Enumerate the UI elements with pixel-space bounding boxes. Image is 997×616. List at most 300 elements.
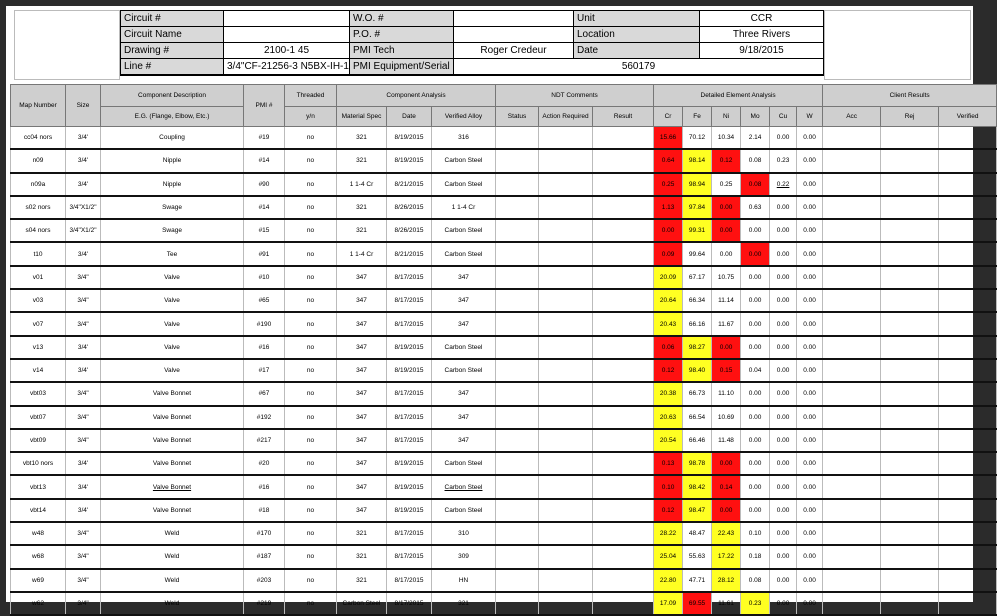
cell-status[interactable] [496, 406, 539, 429]
table-row[interactable] [11, 499, 997, 522]
cell-date: 8/21/2015 [387, 242, 432, 265]
cell-rej[interactable] [881, 219, 939, 242]
cell-result[interactable] [593, 266, 654, 289]
cell-date: 8/17/2015 [387, 289, 432, 312]
logo-left-placeholder [14, 10, 120, 80]
cell-threaded: no [285, 196, 337, 219]
cell-acc[interactable] [823, 475, 881, 498]
cell-cr: 15.66 [654, 127, 683, 150]
cell-action-required[interactable] [539, 545, 593, 568]
cell-status[interactable] [496, 592, 539, 615]
cell-mo: 2.14 [741, 127, 770, 150]
cell-result[interactable] [593, 382, 654, 405]
cell-rej[interactable] [881, 475, 939, 498]
cell-size: 3/4" [66, 569, 101, 592]
cell-size: 3/4" [66, 545, 101, 568]
cell-description: Weld [101, 545, 244, 568]
cell-material-spec: 321 [337, 545, 387, 568]
cell-rej[interactable] [881, 196, 939, 219]
cell-fe: 98.14 [683, 149, 712, 172]
cell-map-number[interactable]: w62 [11, 592, 66, 615]
cell-map-number[interactable]: w68 [11, 545, 66, 568]
cell-result[interactable] [593, 406, 654, 429]
cell-result[interactable] [593, 242, 654, 265]
cell-acc[interactable] [823, 592, 881, 615]
cell-description: Valve Bonnet [101, 406, 244, 429]
cell-verified-alloy: Carbon Steel [432, 242, 496, 265]
cell-material-spec: 347 [337, 312, 387, 335]
cell-acc[interactable] [823, 219, 881, 242]
cell-size: 3/4' [66, 173, 101, 196]
cell-map-number[interactable]: v03 [11, 289, 66, 312]
cell-result[interactable] [593, 545, 654, 568]
col-size: Size [66, 85, 101, 127]
cell-cr: 0.64 [654, 149, 683, 172]
cell-action-required[interactable] [539, 242, 593, 265]
cell-action-required[interactable] [539, 382, 593, 405]
cell-rej[interactable] [881, 149, 939, 172]
cell-result[interactable] [593, 127, 654, 150]
cell-description: Valve [101, 312, 244, 335]
equipment-value[interactable]: 560179 [454, 59, 824, 76]
cell-cu: 0.00 [770, 196, 797, 219]
cell-result[interactable] [593, 522, 654, 545]
cell-size: 3/4" [66, 406, 101, 429]
cell-threaded: no [285, 173, 337, 196]
cell-map-number[interactable]: w48 [11, 522, 66, 545]
cell-action-required[interactable] [539, 359, 593, 382]
cell-status[interactable] [496, 359, 539, 382]
cell-date: 8/19/2015 [387, 149, 432, 172]
cell-ni: 0.00 [712, 242, 741, 265]
table-row[interactable] [11, 522, 997, 545]
cell-rej[interactable] [881, 336, 939, 359]
cell-status[interactable] [496, 545, 539, 568]
cell-rej[interactable] [881, 429, 939, 452]
cell-material-spec: 321 [337, 569, 387, 592]
cell-threaded: no [285, 336, 337, 359]
cell-cu: 0.00 [770, 592, 797, 615]
cell-verified[interactable] [939, 289, 997, 312]
cell-description: Valve Bonnet [101, 452, 244, 475]
cell-verified[interactable] [939, 569, 997, 592]
cell-action-required[interactable] [539, 499, 593, 522]
cell-result[interactable] [593, 569, 654, 592]
cell-pmi: #190 [244, 312, 285, 335]
cell-status[interactable] [496, 219, 539, 242]
cell-verified[interactable] [939, 359, 997, 382]
table-row[interactable] [11, 475, 997, 498]
cell-size: 3/4" [66, 312, 101, 335]
cell-status[interactable] [496, 242, 539, 265]
cell-threaded: no [285, 452, 337, 475]
cell-rej[interactable] [881, 522, 939, 545]
cell-date: 8/17/2015 [387, 429, 432, 452]
cell-ni: 0.00 [712, 196, 741, 219]
table-row[interactable] [11, 242, 997, 265]
cell-date: 8/21/2015 [387, 173, 432, 196]
drawing-value[interactable]: 2100-1 45 [224, 43, 350, 59]
cell-fe: 66.73 [683, 382, 712, 405]
cell-cr: 20.09 [654, 266, 683, 289]
cell-mo: 0.08 [741, 173, 770, 196]
cell-action-required[interactable] [539, 475, 593, 498]
cell-action-required[interactable] [539, 569, 593, 592]
cell-cr: 22.80 [654, 569, 683, 592]
cell-verified-alloy: HN [432, 569, 496, 592]
col-fe: Fe [683, 107, 712, 127]
cell-status[interactable] [496, 499, 539, 522]
cell-description: Valve Bonnet [101, 499, 244, 522]
cell-material-spec: 347 [337, 499, 387, 522]
cell-acc[interactable] [823, 196, 881, 219]
cell-status[interactable] [496, 289, 539, 312]
cell-date: 8/17/2015 [387, 382, 432, 405]
group-ndt-comments: NDT Comments [496, 85, 654, 107]
cell-verified[interactable] [939, 242, 997, 265]
cell-acc[interactable] [823, 242, 881, 265]
cell-pmi: #20 [244, 452, 285, 475]
cell-status[interactable] [496, 382, 539, 405]
po-value[interactable] [454, 27, 574, 43]
cell-verified[interactable] [939, 312, 997, 335]
cell-cr: 25.04 [654, 545, 683, 568]
date-label: Date [574, 43, 700, 59]
cell-action-required[interactable] [539, 336, 593, 359]
cell-pmi: #14 [244, 149, 285, 172]
cell-rej[interactable] [881, 359, 939, 382]
wo-value[interactable] [454, 11, 574, 27]
cell-w: 0.00 [797, 406, 823, 429]
cell-cu: 0.00 [770, 289, 797, 312]
cell-acc[interactable] [823, 312, 881, 335]
cell-action-required[interactable] [539, 406, 593, 429]
cell-verified[interactable] [939, 406, 997, 429]
cell-verified-alloy: 310 [432, 522, 496, 545]
table-row[interactable] [11, 266, 997, 289]
cell-threaded: no [285, 569, 337, 592]
col-verified: Verified [939, 107, 997, 127]
cell-w: 0.00 [797, 499, 823, 522]
unit-value[interactable]: CCR [700, 11, 824, 27]
cell-map-number[interactable]: cc04 nors [11, 127, 66, 150]
cell-rej[interactable] [881, 452, 939, 475]
cell-action-required[interactable] [539, 289, 593, 312]
cell-cr: 0.25 [654, 173, 683, 196]
table-row[interactable] [11, 173, 997, 196]
cell-fe: 66.54 [683, 406, 712, 429]
cell-map-number[interactable]: vbt03 [11, 382, 66, 405]
cell-result[interactable] [593, 359, 654, 382]
cell-status[interactable] [496, 149, 539, 172]
cell-status[interactable] [496, 429, 539, 452]
cell-rej[interactable] [881, 312, 939, 335]
cell-rej[interactable] [881, 289, 939, 312]
table-row[interactable] [11, 127, 997, 150]
cell-material-spec: 1 1-4 Cr [337, 242, 387, 265]
cell-result[interactable] [593, 196, 654, 219]
cell-map-number[interactable]: w69 [11, 569, 66, 592]
cell-status[interactable] [496, 475, 539, 498]
table-row[interactable] [11, 289, 997, 312]
cell-verified[interactable] [939, 429, 997, 452]
cell-verified-alloy: Carbon Steel [432, 499, 496, 522]
cell-cr: 20.64 [654, 289, 683, 312]
cell-verified-alloy: 1 1-4 Cr [432, 196, 496, 219]
cell-rej[interactable] [881, 266, 939, 289]
cell-map-number[interactable]: vbt10 nors [11, 452, 66, 475]
cell-acc[interactable] [823, 173, 881, 196]
cell-action-required[interactable] [539, 522, 593, 545]
cell-action-required[interactable] [539, 312, 593, 335]
cell-w: 0.00 [797, 359, 823, 382]
cell-size: 3/4" [66, 382, 101, 405]
table-row[interactable] [11, 382, 997, 405]
cell-verified[interactable] [939, 149, 997, 172]
cell-result[interactable] [593, 452, 654, 475]
cell-mo: 0.04 [741, 359, 770, 382]
cell-action-required[interactable] [539, 173, 593, 196]
cell-cu: 0.00 [770, 266, 797, 289]
cell-map-number[interactable]: n09a [11, 173, 66, 196]
cell-mo: 0.00 [741, 475, 770, 498]
cell-verified-alloy: Carbon Steel [432, 475, 496, 498]
cell-verified[interactable] [939, 219, 997, 242]
col-w: W [797, 107, 823, 127]
cell-ni: 10.34 [712, 127, 741, 150]
table-row[interactable] [11, 569, 997, 592]
cell-w: 0.00 [797, 149, 823, 172]
cell-verified[interactable] [939, 266, 997, 289]
cell-material-spec: 321 [337, 219, 387, 242]
cell-rej[interactable] [881, 127, 939, 150]
cell-map-number[interactable]: v13 [11, 336, 66, 359]
cell-ni: 28.12 [712, 569, 741, 592]
cell-rej[interactable] [881, 382, 939, 405]
cell-cu: 0.00 [770, 312, 797, 335]
cell-result[interactable] [593, 429, 654, 452]
cell-fe: 98.94 [683, 173, 712, 196]
cell-material-spec: 347 [337, 266, 387, 289]
cell-result[interactable] [593, 289, 654, 312]
cell-map-number[interactable]: v07 [11, 312, 66, 335]
cell-status[interactable] [496, 569, 539, 592]
cell-verified-alloy: Carbon Steel [432, 452, 496, 475]
col-threaded: Threaded [285, 85, 337, 107]
cell-action-required[interactable] [539, 196, 593, 219]
cell-status[interactable] [496, 173, 539, 196]
cell-date: 8/17/2015 [387, 545, 432, 568]
cell-mo: 0.00 [741, 452, 770, 475]
cell-ni: 11.48 [712, 429, 741, 452]
cell-map-number[interactable]: s04 nors [11, 219, 66, 242]
cell-cu: 0.00 [770, 382, 797, 405]
cell-verified[interactable] [939, 127, 997, 150]
cell-acc[interactable] [823, 452, 881, 475]
cell-verified[interactable] [939, 452, 997, 475]
cell-verified[interactable] [939, 382, 997, 405]
table-row[interactable] [11, 196, 997, 219]
cell-pmi: #192 [244, 406, 285, 429]
cell-size: 3/4' [66, 499, 101, 522]
cell-threaded: no [285, 545, 337, 568]
cell-result[interactable] [593, 173, 654, 196]
cell-verified[interactable] [939, 173, 997, 196]
cell-verified[interactable] [939, 475, 997, 498]
cell-status[interactable] [496, 127, 539, 150]
table-row[interactable] [11, 429, 997, 452]
cell-status[interactable] [496, 312, 539, 335]
cell-verified-alloy: 347 [432, 382, 496, 405]
pmi-report-sheet [6, 6, 979, 608]
circuit-name-label: Circuit Name [121, 27, 224, 43]
cell-acc[interactable] [823, 359, 881, 382]
cell-map-number[interactable]: s02 nors [11, 196, 66, 219]
cell-result[interactable] [593, 592, 654, 615]
cell-acc[interactable] [823, 149, 881, 172]
pmi-tech-value[interactable]: Roger Credeur [454, 43, 574, 59]
cell-status[interactable] [496, 522, 539, 545]
cell-acc[interactable] [823, 522, 881, 545]
cell-threaded: no [285, 429, 337, 452]
cell-verified-alloy: 347 [432, 266, 496, 289]
cell-cu: 0.00 [770, 452, 797, 475]
cell-verified-alloy: 316 [432, 127, 496, 150]
cell-acc[interactable] [823, 382, 881, 405]
cell-acc[interactable] [823, 499, 881, 522]
cell-threaded: no [285, 127, 337, 150]
cell-result[interactable] [593, 499, 654, 522]
cell-rej[interactable] [881, 242, 939, 265]
cell-acc[interactable] [823, 336, 881, 359]
cell-fe: 98.47 [683, 499, 712, 522]
cell-pmi: #15 [244, 219, 285, 242]
cell-map-number[interactable]: v14 [11, 359, 66, 382]
cell-date: 8/19/2015 [387, 452, 432, 475]
cell-result[interactable] [593, 149, 654, 172]
cell-date: 8/17/2015 [387, 522, 432, 545]
cell-description: Valve Bonnet [101, 382, 244, 405]
cell-acc[interactable] [823, 545, 881, 568]
cell-verified[interactable] [939, 592, 997, 615]
cell-result[interactable] [593, 219, 654, 242]
cell-verified[interactable] [939, 336, 997, 359]
cell-action-required[interactable] [539, 219, 593, 242]
cell-action-required[interactable] [539, 452, 593, 475]
date-value[interactable]: 9/18/2015 [700, 43, 824, 59]
group-detailed-element: Detailed Element Analysis [654, 85, 823, 107]
cell-acc[interactable] [823, 289, 881, 312]
cell-verified[interactable] [939, 522, 997, 545]
cell-status[interactable] [496, 266, 539, 289]
table-row[interactable] [11, 452, 997, 475]
col-action-required: Action Required [539, 107, 593, 127]
cell-verified-alloy: 347 [432, 312, 496, 335]
cell-map-number[interactable]: v01 [11, 266, 66, 289]
cell-mo: 0.63 [741, 196, 770, 219]
cell-threaded: no [285, 499, 337, 522]
table-row[interactable] [11, 592, 997, 615]
table-row[interactable] [11, 406, 997, 429]
cell-status[interactable] [496, 452, 539, 475]
cell-rej[interactable] [881, 569, 939, 592]
cell-map-number[interactable]: n09 [11, 149, 66, 172]
cell-result[interactable] [593, 312, 654, 335]
table-row[interactable] [11, 359, 997, 382]
col-result: Result [593, 107, 654, 127]
cell-cr: 0.12 [654, 359, 683, 382]
cell-acc[interactable] [823, 569, 881, 592]
cell-status[interactable] [496, 196, 539, 219]
col-rej: Rej [881, 107, 939, 127]
cell-map-number[interactable]: vbt07 [11, 406, 66, 429]
cell-size: 3/4' [66, 242, 101, 265]
cell-rej[interactable] [881, 545, 939, 568]
cell-map-number[interactable]: vbt13 [11, 475, 66, 498]
table-row[interactable] [11, 149, 997, 172]
cell-result[interactable] [593, 336, 654, 359]
cell-w: 0.00 [797, 429, 823, 452]
cell-verified[interactable] [939, 545, 997, 568]
cell-cr: 0.10 [654, 475, 683, 498]
cell-date: 8/17/2015 [387, 266, 432, 289]
circuit-value[interactable] [224, 11, 350, 27]
cell-verified[interactable] [939, 499, 997, 522]
cell-cu: 0.00 [770, 242, 797, 265]
cell-cu: 0.00 [770, 429, 797, 452]
cell-acc[interactable] [823, 429, 881, 452]
cell-action-required[interactable] [539, 429, 593, 452]
cell-cu: 0.00 [770, 359, 797, 382]
cell-ni: 0.12 [712, 149, 741, 172]
cell-action-required[interactable] [539, 592, 593, 615]
cell-result[interactable] [593, 475, 654, 498]
cell-rej[interactable] [881, 592, 939, 615]
cell-pmi: #16 [244, 336, 285, 359]
table-row[interactable] [11, 312, 997, 335]
cell-map-number[interactable]: t10 [11, 242, 66, 265]
cell-acc[interactable] [823, 127, 881, 150]
cell-acc[interactable] [823, 266, 881, 289]
cell-status[interactable] [496, 336, 539, 359]
cell-cr: 17.09 [654, 592, 683, 615]
cell-map-number[interactable]: vbt09 [11, 429, 66, 452]
table-row[interactable] [11, 336, 997, 359]
table-row[interactable] [11, 219, 997, 242]
line-value[interactable]: 3/4"CF-21256-3 N5BX-IH-1 [224, 59, 350, 76]
cell-description: Valve [101, 289, 244, 312]
cell-rej[interactable] [881, 173, 939, 196]
cell-date: 8/17/2015 [387, 592, 432, 615]
col-threaded-sub: y/n [285, 107, 337, 127]
cell-action-required[interactable] [539, 149, 593, 172]
cell-ni: 11.10 [712, 382, 741, 405]
cell-acc[interactable] [823, 406, 881, 429]
cell-action-required[interactable] [539, 266, 593, 289]
cell-ni: 0.25 [712, 173, 741, 196]
table-row[interactable] [11, 545, 997, 568]
cell-pmi: #16 [244, 475, 285, 498]
cell-rej[interactable] [881, 406, 939, 429]
cell-w: 0.00 [797, 475, 823, 498]
cell-map-number[interactable]: vbt14 [11, 499, 66, 522]
cell-ni: 11.67 [712, 312, 741, 335]
location-value[interactable]: Three Rivers [700, 27, 824, 43]
circuit-name-value[interactable] [224, 27, 350, 43]
cell-rej[interactable] [881, 499, 939, 522]
cell-action-required[interactable] [539, 127, 593, 150]
cell-verified[interactable] [939, 196, 997, 219]
